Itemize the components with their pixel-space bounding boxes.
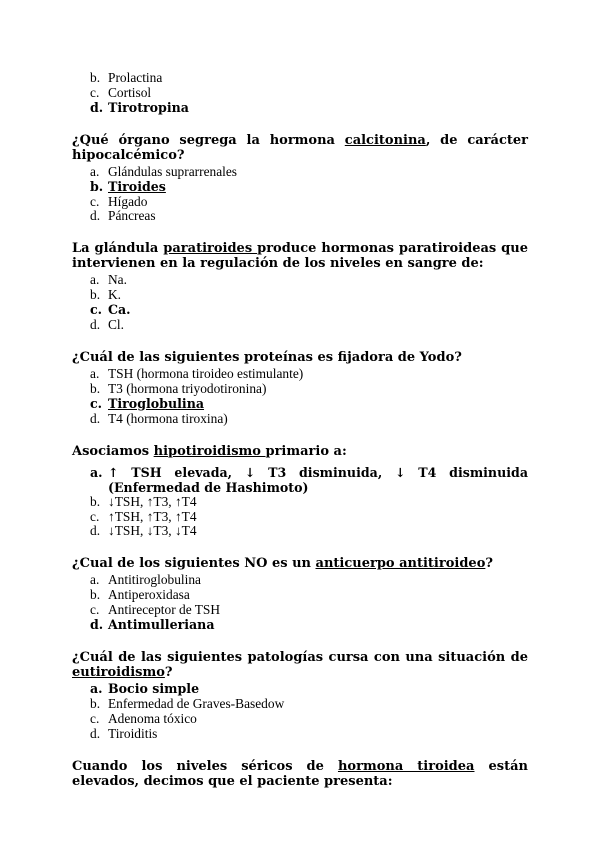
question-3-text: ¿Cuál de las siguientes proteínas es fijadora de Yodo? xyxy=(72,349,462,365)
option-d-correct[interactable] xyxy=(72,618,528,633)
q-text-underlined: anticuerpo antitiroideo xyxy=(315,556,486,572)
option-letter: a. xyxy=(90,272,100,288)
option-d[interactable] xyxy=(72,412,528,427)
option-letter: c. xyxy=(90,395,103,411)
option-letter: c. xyxy=(90,193,100,209)
option-letter: b. xyxy=(90,70,101,85)
option-c[interactable] xyxy=(72,712,528,727)
option-text: T4 (hormona tiroxina) xyxy=(108,410,228,426)
option-a[interactable] xyxy=(72,367,528,382)
option-text: Enfermedad de Graves-Basedow xyxy=(108,695,285,711)
option-b[interactable] xyxy=(72,288,528,303)
option-text: Adenoma tóxico xyxy=(108,710,197,726)
q-text-post: produce hormonas paratiroideas que intervienen en la regulación de los niveles en sangre de: xyxy=(72,241,528,272)
question-4-text xyxy=(72,444,528,459)
option-c-correct[interactable] xyxy=(72,397,528,412)
q-text-underlined: eutiroidismo xyxy=(72,664,165,680)
option-text: Páncreas xyxy=(108,208,156,224)
option-b[interactable] xyxy=(72,382,528,397)
option-letter: a. xyxy=(90,163,100,179)
option-a-correct[interactable] xyxy=(72,465,528,495)
question-1-text xyxy=(72,133,528,163)
option-text: T3 (hormona triyodotironina) xyxy=(108,380,267,396)
option-d-correct[interactable] xyxy=(72,101,528,116)
option-letter: c. xyxy=(90,302,103,318)
option-b[interactable] xyxy=(72,71,528,86)
option-c-correct[interactable] xyxy=(72,303,528,318)
question-5-text xyxy=(72,556,528,571)
option-text: Cl. xyxy=(108,317,124,333)
option-text: Antitiroglobulina xyxy=(108,572,201,588)
q-text-post: primario a: xyxy=(265,443,347,459)
option-letter: d. xyxy=(90,617,104,633)
q-text-pre: Cuando los niveles séricos de xyxy=(72,758,338,774)
option-text: Ca. xyxy=(108,302,131,318)
option-text: K. xyxy=(108,287,122,303)
document-page xyxy=(72,71,528,806)
option-c[interactable] xyxy=(72,603,528,618)
option-text: Glándulas suprarrenales xyxy=(108,163,238,179)
q-text-underlined: calcitonina xyxy=(344,132,426,148)
option-c[interactable] xyxy=(72,195,528,210)
option-letter: d. xyxy=(90,208,101,224)
option-b-correct[interactable] xyxy=(72,180,528,195)
option-a-correct[interactable] xyxy=(72,682,528,697)
question-block-6 xyxy=(72,650,528,742)
option-text: Antireceptor de TSH xyxy=(108,602,221,618)
question-7-text xyxy=(72,759,528,789)
option-d[interactable] xyxy=(72,727,528,742)
option-letter: b. xyxy=(90,178,104,194)
option-c[interactable] xyxy=(72,510,528,525)
question-6-text xyxy=(72,650,528,680)
option-text: Bocio simple xyxy=(108,680,200,696)
option-letter: a. xyxy=(90,572,100,588)
option-d[interactable] xyxy=(72,318,528,333)
option-letter: c. xyxy=(90,602,100,618)
option-letter: b. xyxy=(90,695,101,711)
q-text-post: ? xyxy=(485,556,493,572)
option-text: Hígado xyxy=(108,193,148,209)
question-2-text xyxy=(72,241,528,271)
q-text-pre: Asociamos xyxy=(72,443,154,459)
option-text: Prolactina xyxy=(108,70,163,85)
option-letter: c. xyxy=(90,508,100,524)
q-text-underlined: hipotiroidismo xyxy=(153,443,266,459)
option-letter: a. xyxy=(90,365,100,381)
question-block-1 xyxy=(72,133,528,225)
option-letter: b. xyxy=(90,380,101,396)
option-letter: b. xyxy=(90,587,101,603)
option-letter: d. xyxy=(90,99,104,115)
option-letter: d. xyxy=(90,410,101,426)
option-b[interactable] xyxy=(72,697,528,712)
option-d[interactable] xyxy=(72,524,528,539)
q-text-pre: ¿Cual de los siguientes NO es un xyxy=(72,556,316,572)
option-text: Antiperoxidasa xyxy=(108,587,190,603)
option-text: Tiroglobulina xyxy=(108,395,205,411)
question-block-0 xyxy=(72,71,528,116)
option-letter: a. xyxy=(90,464,103,480)
option-letter: b. xyxy=(90,493,101,509)
option-text: Tiroiditis xyxy=(108,725,158,741)
q-text-pre: ¿Cuál de las siguientes patologías cursa con una situación de xyxy=(72,649,528,665)
q-text-post: , de carácter hipocalcémico? xyxy=(72,132,528,163)
option-letter: d. xyxy=(90,523,101,539)
option-a[interactable] xyxy=(72,273,528,288)
option-letter: a. xyxy=(90,680,103,696)
option-d[interactable] xyxy=(72,209,528,224)
option-letter: c. xyxy=(90,710,100,726)
q-text-post: ? xyxy=(164,664,173,680)
question-block-7 xyxy=(72,759,528,789)
option-letter: d. xyxy=(90,725,101,741)
option-text: Na. xyxy=(108,272,127,288)
q-text-underlined: paratiroides xyxy=(163,241,258,257)
option-c[interactable] xyxy=(72,86,528,101)
option-text: Tiroides xyxy=(108,178,166,194)
option-b[interactable] xyxy=(72,588,528,603)
option-a[interactable] xyxy=(72,573,528,588)
q-text-pre: La glándula xyxy=(72,241,164,257)
question-block-2 xyxy=(72,241,528,333)
question-block-3 xyxy=(72,350,528,427)
option-text: ↓TSH, ↓T3, ↓T4 xyxy=(108,523,197,539)
q-text-pre: ¿Qué órgano segrega la hormona xyxy=(72,132,345,148)
option-letter: c. xyxy=(90,84,100,100)
option-text: ↑ TSH elevada, ↓ T3 disminuida, ↓ T4 disminuida (Enfermedad de Hashimoto) xyxy=(108,464,528,495)
option-text: Cortisol xyxy=(108,84,152,100)
option-text: ↑TSH, ↑T3, ↑T4 xyxy=(108,508,197,524)
question-block-5 xyxy=(72,556,528,633)
option-b[interactable] xyxy=(72,495,528,510)
option-text: Antimulleriana xyxy=(108,617,215,633)
question-block-4 xyxy=(72,444,528,540)
option-letter: b. xyxy=(90,287,101,303)
option-text: Tirotropina xyxy=(108,99,189,115)
option-letter: d. xyxy=(90,317,101,333)
option-text: TSH (hormona tiroideo estimulante) xyxy=(108,365,304,381)
q-text-post: están elevados, decimos que el paciente presenta: xyxy=(72,758,528,789)
q-text-underlined: hormona tiroidea xyxy=(337,758,475,774)
option-text: ↓TSH, ↑T3, ↑T4 xyxy=(108,493,197,509)
option-a[interactable] xyxy=(72,165,528,180)
